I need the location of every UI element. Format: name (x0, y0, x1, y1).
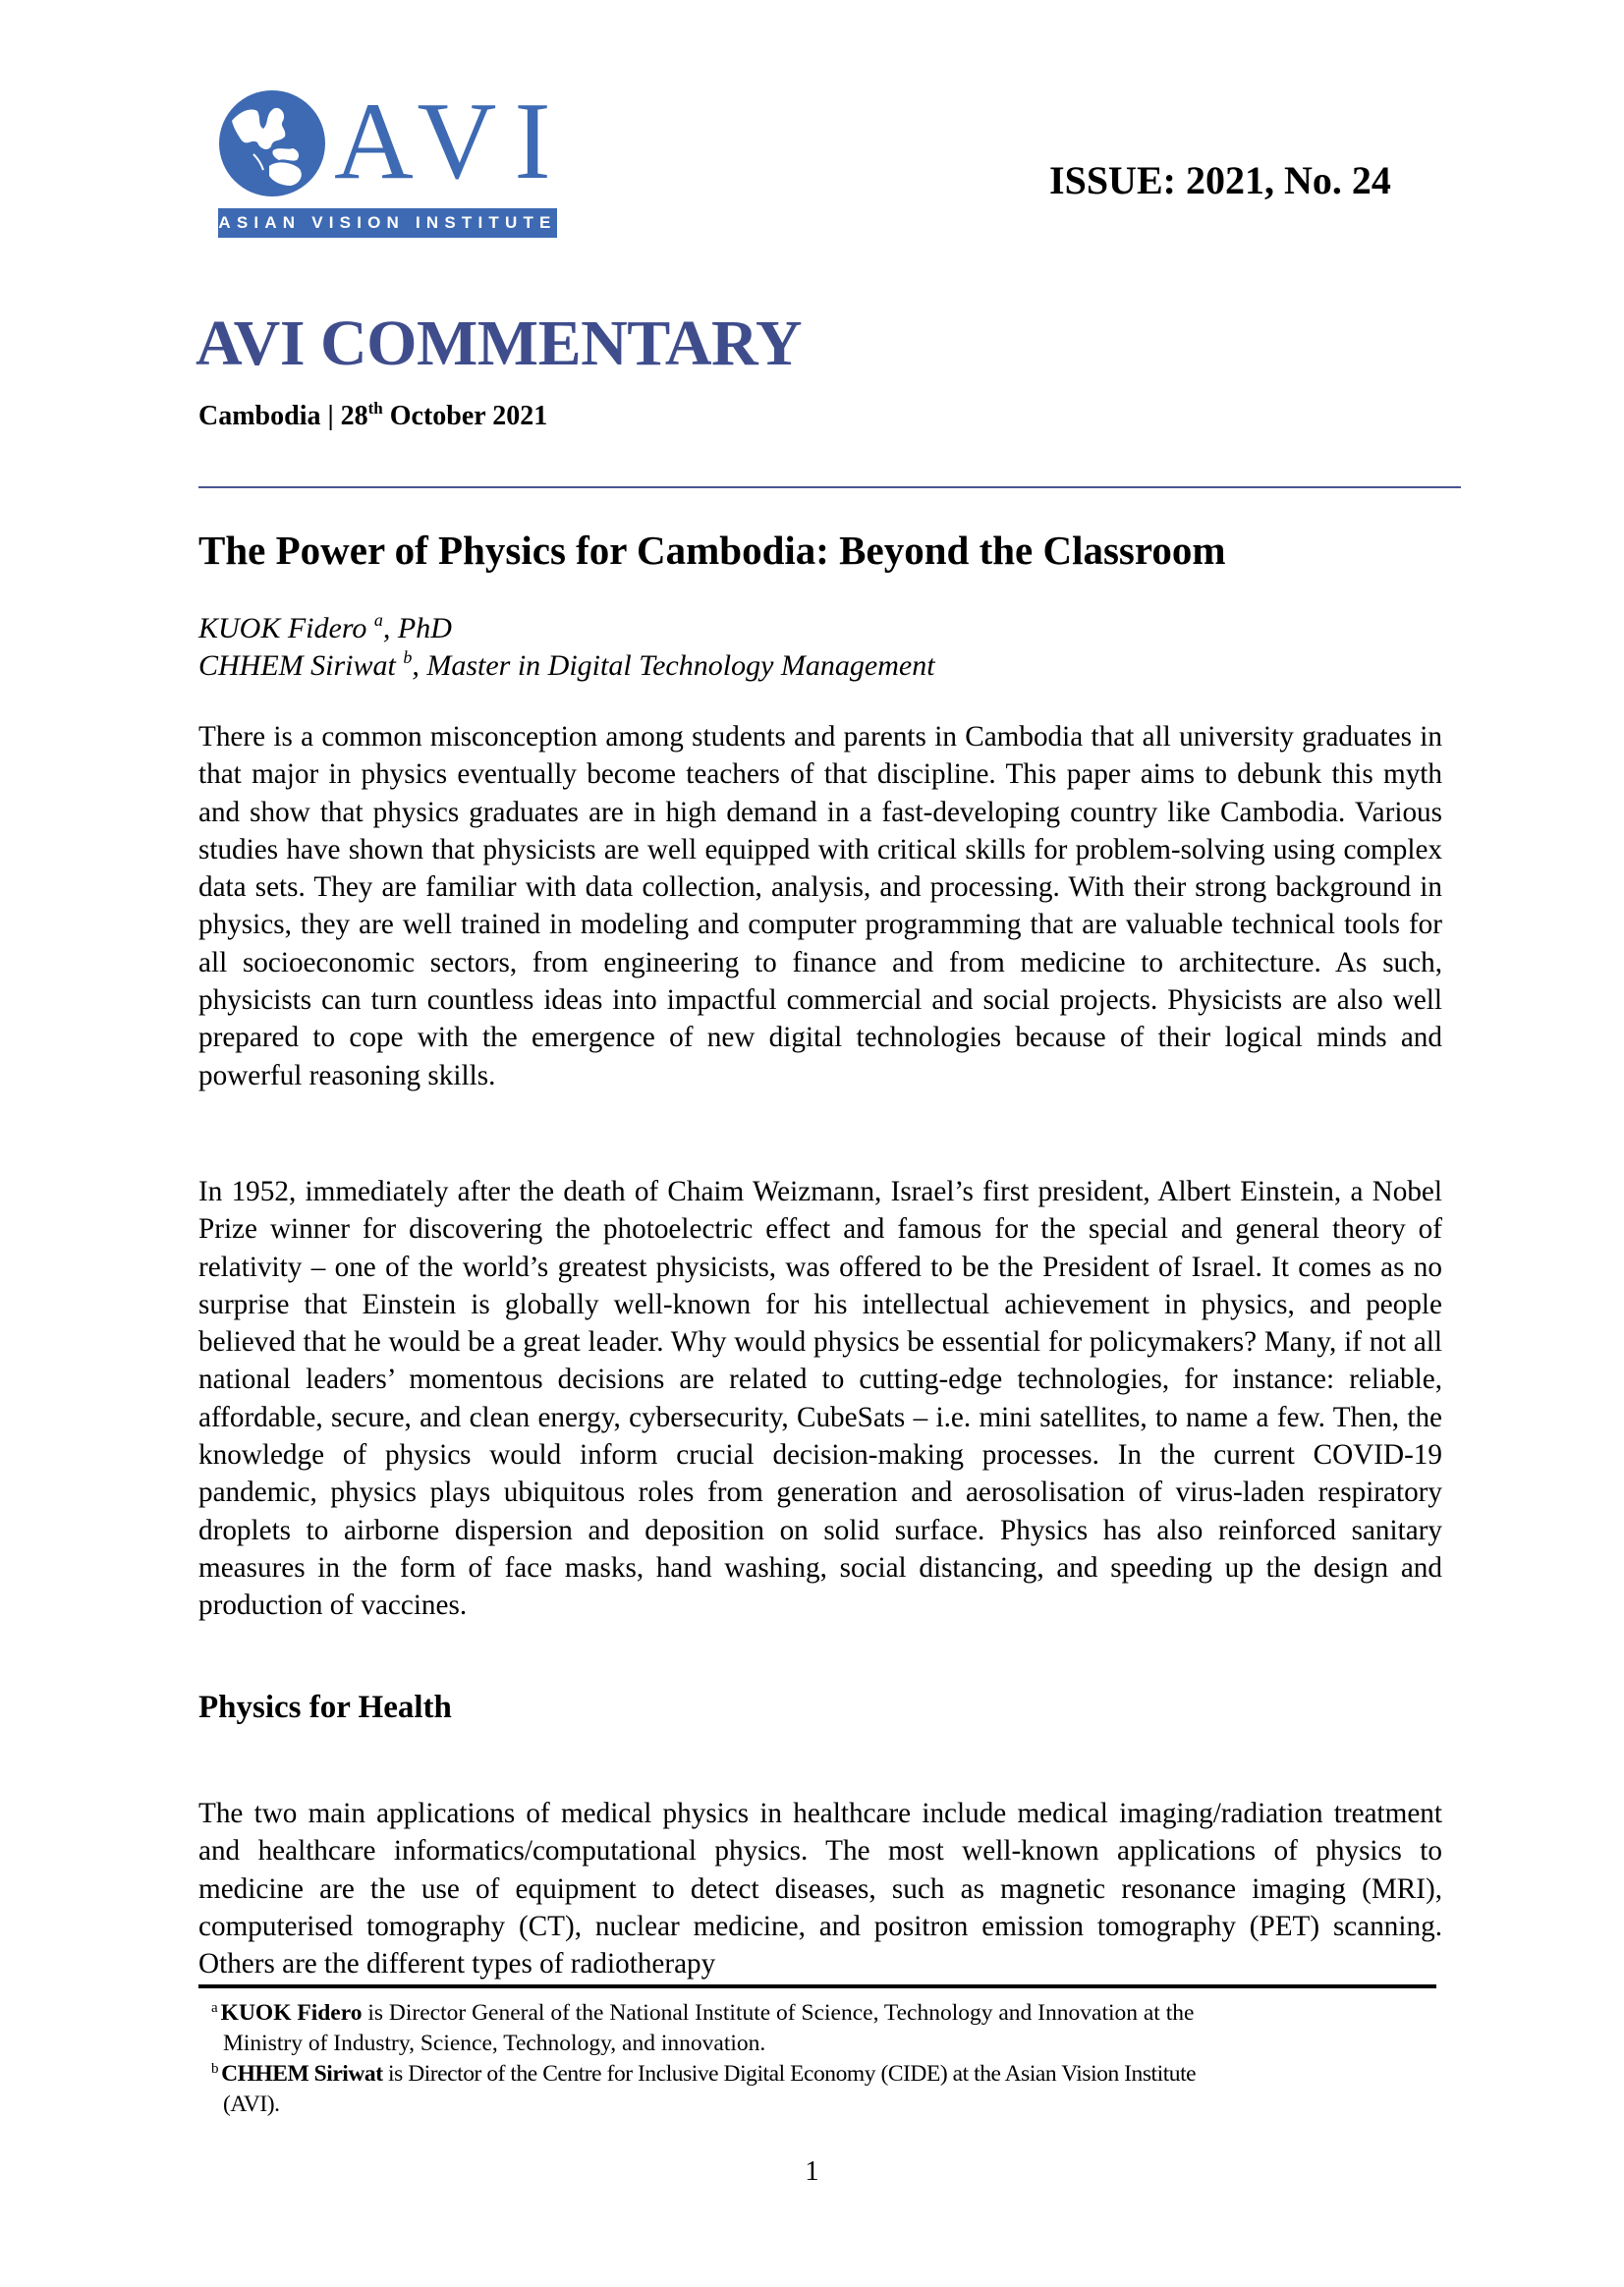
dateline (198, 401, 547, 432)
footnote-mark: a (211, 2000, 218, 2016)
footnote-name: KUOK Fidero (220, 2000, 363, 2026)
logo-wordmark: AVI (334, 81, 569, 202)
footnote-mark: b (211, 2061, 219, 2077)
logo-banner: ASIAN VISION INSTITUTE (218, 208, 557, 238)
footnote-name: CHHEM Siriwat (221, 2061, 383, 2087)
footnote (211, 1998, 1439, 2059)
dateline-separator: | (327, 401, 334, 431)
globe-icon (218, 89, 326, 197)
body-paragraph: The two main applications of medical physics in healthcare include medical imaging/radiation treatment and healthcare informatics/computational physics. The most well-known applications of physics to medicine are the use of equipment to detect diseases, such as magnetic resonance imaging (MRI), computerised tomography (CT), nuclear medicine, and positron emission tomography (PET) scanning. Others are the different types of radiotherapy (198, 1798, 1442, 1980)
header-divider (198, 486, 1461, 488)
footnote-text: Ministry of Industry, Science, Technology, and innovation. (223, 2031, 766, 2056)
footnote-text: (AVI). (223, 2092, 280, 2117)
issue-number: ISSUE: 2021, No. 24 (1049, 158, 1391, 202)
author-credential: , Master in Digital Technology Management (412, 649, 935, 682)
body-paragraph: There is a common misconception among students and parents in Cambodia that all university graduates in that major in physics eventually become teachers of that discipline. This paper aims to debunk this myth and show that physics graduates are in high demand in a fast-developing country like Cambodia. Various studies have shown that physicists are well equipped with critical skills for problem-solving using complex data sets. They are familiar with data collection, analysis, and processing. With their strong background in physics, they are well trained in modeling and computer programming that are valuable technical tools for all socioeconomic sectors, from engineering to finance and from medicine to architecture. As such, physicists can turn countless ideas into impactful commercial and social projects. Physicists are also well prepared to cope with the emergence of new digital technologies because of their logical minds and powerful reasoning skills. (198, 721, 1442, 1091)
author-name: KUOK Fidero (198, 612, 367, 644)
avi-logo (218, 81, 569, 242)
author (198, 649, 935, 683)
series-title: AVI COMMENTARY (196, 307, 803, 379)
author (198, 612, 452, 645)
page-number: 1 (805, 2155, 819, 2187)
body-paragraph: In 1952, immediately after the death of Chaim Weizmann, Israel’s first president, Albert Einstein, a Nobel Prize winner for discovering the photoelectric effect and famous for the special and general theory of relativity – one of the world’s greatest physicists, was offered to be the President of Israel. It comes as no surprise that Einstein is globally well-known for his intellectual achievement in physics, and people believed that he would be a great leader. Why would physics be essential for policymakers? Many, if not all national leaders’ momentous decisions are related to cutting-edge technologies, for instance: reliable, affordable, secure, and clean energy, cybersecurity, CubeSats – i.e. mini satellites, to name a few. Then, the knowledge of physics would inform crucial decision-making processes. In the current COVID-19 pandemic, physics plays ubiquitous roles from generation and aerosolisation of virus-laden respiratory droplets to airborne dispersion and deposition on solid surface. Physics has also reinforced sanitary measures in the form of face masks, hand washing, social distancing, and speeding up the design and production of vaccines. (198, 1176, 1442, 1622)
footnote-text: is Director of the Centre for Inclusive Digital Economy (CIDE) at the Asian Vision Institute (382, 2061, 1197, 2087)
location: Cambodia (198, 401, 321, 431)
author-mark: a (373, 610, 383, 630)
footnote-rule (198, 1984, 1436, 1988)
footnote-text: is Director General of the National Institute of Science, Technology and Innovation at the (362, 2000, 1195, 2026)
date-rest: October 2021 (389, 401, 548, 431)
author-credential: , PhD (382, 612, 452, 644)
author-name: CHHEM Siriwat (198, 649, 396, 682)
author-mark: b (403, 647, 413, 667)
date-suffix: th (367, 399, 383, 418)
date-day: 28 (340, 401, 368, 431)
footnote (211, 2059, 1439, 2120)
section-heading: Physics for Health (198, 1690, 452, 1725)
article-title: The Power of Physics for Cambodia: Beyond the Classroom (198, 528, 1226, 573)
